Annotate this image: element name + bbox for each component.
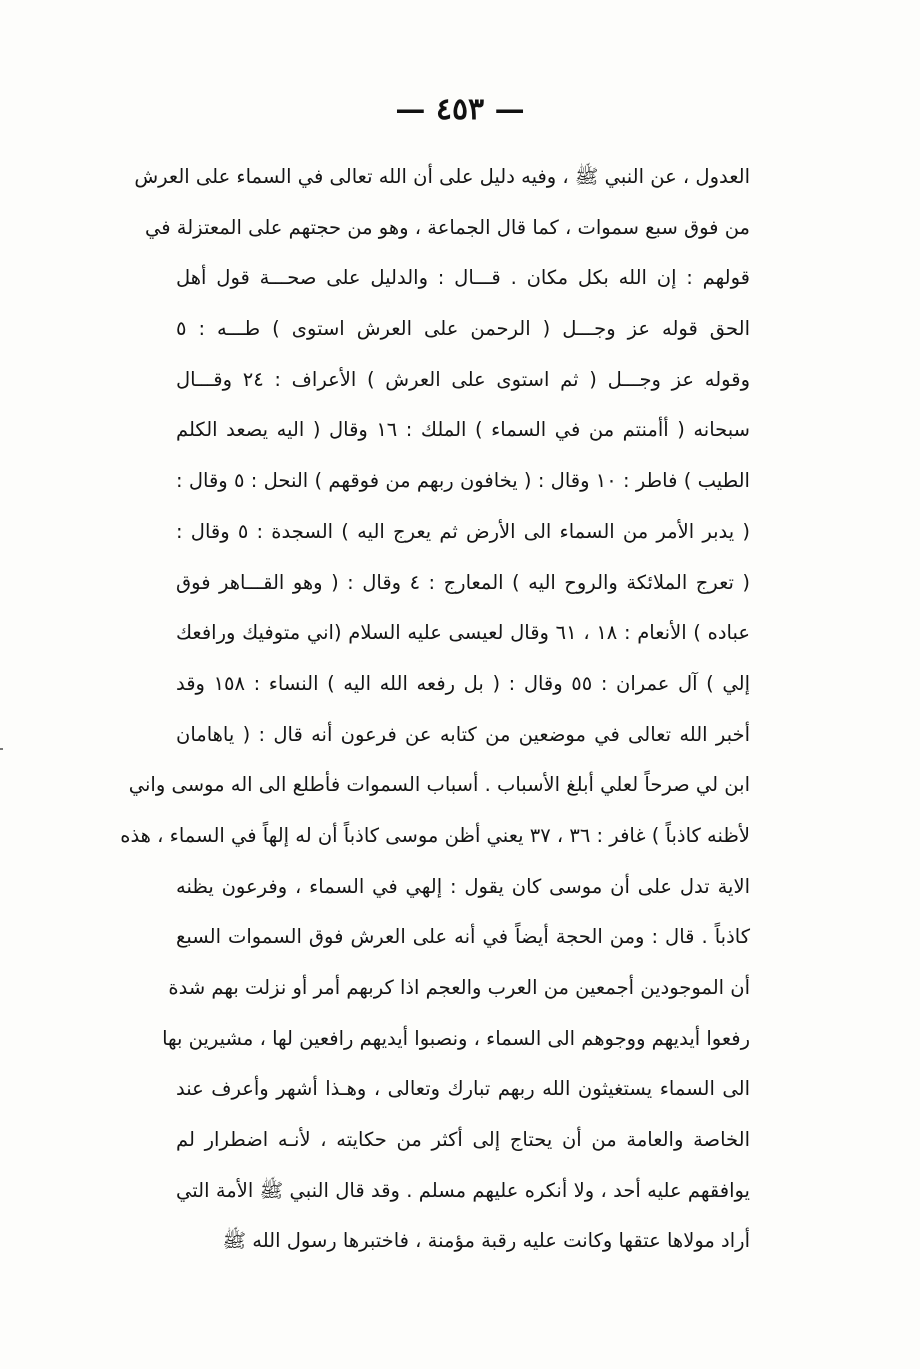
text-line: ( يدبر الأمر من السماء الى الأرض ثم يعرج اليه ) السجدة : ٥ وقال :: [176, 519, 750, 543]
body-text: [120, 152, 750, 1267]
text-line: رفعوا أيديهم ووجوهم الى السماء ، ونصبوا أيديهم رافعين لها ، مشيرين بها: [162, 1026, 750, 1050]
text-line: كاذباً . قال : ومن الحجة أيضاً في أنه على العرش فوق السموات السبع: [176, 925, 750, 949]
text-line: الاية تدل على أن موسى كان يقول : إلهي في السماء ، وفرعون يظنه: [176, 874, 750, 898]
text-line: من فوق سبع سموات ، كما قال الجماعة ، وهو من حجتهم على المعتزلة في: [145, 215, 750, 239]
text-line: أخبر الله تعالى في موضعين من كتابه عن فرعون أنه قال : ( ياهامان: [176, 722, 750, 746]
text-line: أن الموجودين أجمعين من العرب والعجم اذا كربهم أمر أو نزلت بهم شدة: [168, 976, 750, 999]
text-line: عباده ) الأنعام : ١٨ ، ٦١ وقال لعيسى عليه السلام (اني متوفيك ورافعك: [176, 621, 750, 645]
text-line: ابن لي صرحاً لعلي أبلغ الأسباب . أسباب السموات فأطلع الى اله موسى واني: [128, 773, 750, 797]
text-line: إلي ) آل عمران : ٥٥ وقال : ( بل رفعه الله اليه ) النساء : ١٥٨ وقد: [176, 671, 750, 695]
text-line: ( تعرج الملائكة والروح اليه ) المعارج : ٤ وقال : ( وهو القـــاهر فوق: [176, 570, 750, 594]
text-line: يوافقهم عليه أحد ، ولا أنكره عليهم مسلم . وقد قال النبي ﷺ الأمة التي: [176, 1178, 750, 1202]
text-line: سبحانه ( أأمنتم من في السماء ) الملك : ١٦ وقال ( اليه يصعد الكلم: [176, 418, 750, 442]
text-line: قولهم : إن الله بكل مكان . قـــال : والدليل على صحـــة قول أهل: [176, 266, 750, 290]
text-line: الخاصة والعامة من أن يحتاج إلى أكثر من حكايته ، لأنـه اضطرار لم: [176, 1128, 750, 1152]
text-line: الى السماء يستغيثون الله ربهم تبارك وتعالى ، وهـذا أشهر وأعرف عند: [176, 1077, 750, 1101]
text-line: العدول ، عن النبي ﷺ ، وفيه دليل على أن الله تعالى في السماء على العرش: [134, 165, 750, 188]
text-line: لأظنه كاذباً ) غافر : ٣٦ ، ٣٧ يعني أظن موسى كاذباً أن له إلهاً في السماء ، هذه: [120, 823, 750, 847]
text-line: الطيب ) فاطر : ١٠ وقال : ( يخافون ربهم من فوقهم ) النحل : ٥ وقال :: [176, 469, 750, 493]
margin-mark: [0, 748, 3, 750]
text-line: أراد مولاها عتقها وكانت عليه رقبة مؤمنة ، فاختبرها رسول الله ﷺ: [222, 1229, 750, 1253]
text-line: وقوله عز وجـــل ( ثم استوى على العرش ) الأعراف : ٢٤ وقـــال: [176, 367, 750, 391]
page-number: — ٤٥٣ —: [395, 92, 525, 127]
text-line: الحق قوله عز وجـــل ( الرحمن على العرش استوى ) طـــه : ٥: [176, 317, 750, 341]
